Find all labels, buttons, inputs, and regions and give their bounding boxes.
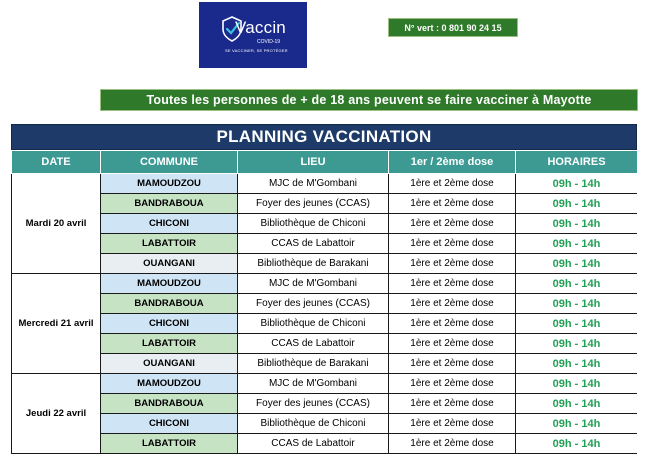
dose-cell: 1ère et 2ème dose <box>389 294 516 314</box>
commune-cell: MAMOUDZOU <box>101 374 238 394</box>
dose-cell: 1ère et 2ème dose <box>389 314 516 334</box>
numero-vert: N° vert : 0 801 90 24 15 <box>388 18 518 37</box>
date-cell: Mardi 20 avril <box>12 174 101 274</box>
dose-cell: 1ère et 2ème dose <box>389 214 516 234</box>
planning-body <box>12 174 638 454</box>
date-cell: Mercredi 21 avril <box>12 274 101 374</box>
commune-cell: CHICONI <box>101 314 238 334</box>
commune-cell: BANDRABOUA <box>101 394 238 414</box>
lieu-cell: MJC de M'Gombani <box>238 374 389 394</box>
table-row <box>12 234 638 254</box>
horaires-cell: 09h - 14h <box>516 414 638 434</box>
dose-cell: 1ère et 2ème dose <box>389 434 516 454</box>
commune-cell: LABATTOIR <box>101 234 238 254</box>
commune-cell: MAMOUDZOU <box>101 274 238 294</box>
table-row <box>12 294 638 314</box>
horaires-cell: 09h - 14h <box>516 174 638 194</box>
commune-cell: BANDRABOUA <box>101 194 238 214</box>
horaires-cell: 09h - 14h <box>516 234 638 254</box>
horaires-cell: 09h - 14h <box>516 374 638 394</box>
lieu-cell: MJC de M'Gombani <box>238 274 389 294</box>
table-row <box>12 414 638 434</box>
horaires-cell: 09h - 14h <box>516 354 638 374</box>
date-cell: Jeudi 22 avril <box>12 374 101 454</box>
logo-sub: COVID-19 <box>257 39 281 45</box>
planning-table <box>11 150 637 454</box>
lieu-cell: MJC de M'Gombani <box>238 174 389 194</box>
header-dose: 1er / 2ème dose <box>389 151 516 174</box>
commune-cell: MAMOUDZOU <box>101 174 238 194</box>
table-row <box>12 254 638 274</box>
header-horaires: HORAIRES <box>516 151 638 174</box>
table-row <box>12 354 638 374</box>
table-row <box>12 314 638 334</box>
planning-table-container <box>11 124 637 470</box>
header-lieu: LIEU <box>238 151 389 174</box>
dose-cell: 1ère et 2ème dose <box>389 174 516 194</box>
horaires-cell: 09h - 14h <box>516 294 638 314</box>
commune-cell: BANDRABOUA <box>101 294 238 314</box>
lieu-cell: Bibliothèque de Chiconi <box>238 414 389 434</box>
table-row <box>12 334 638 354</box>
dose-cell: 1ère et 2ème dose <box>389 254 516 274</box>
dose-cell: 1ère et 2ème dose <box>389 414 516 434</box>
lieu-cell: Bibliothèque de Chiconi <box>238 314 389 334</box>
horaires-cell: 09h - 14h <box>516 214 638 234</box>
dose-cell: 1ère et 2ème dose <box>389 274 516 294</box>
commune-cell: LABATTOIR <box>101 334 238 354</box>
lieu-cell: CCAS de Labattoir <box>238 434 389 454</box>
lieu-cell: CCAS de Labattoir <box>238 234 389 254</box>
horaires-cell: 09h - 14h <box>516 314 638 334</box>
header-date: DATE <box>12 151 101 174</box>
eligibility-banner: Toutes les personnes de + de 18 ans peuvent se faire vacciner à Mayotte <box>100 89 638 111</box>
horaires-cell: 09h - 14h <box>516 434 638 454</box>
table-row <box>12 374 638 394</box>
commune-cell: CHICONI <box>101 414 238 434</box>
planning-title: PLANNING VACCINATION <box>11 124 637 150</box>
horaires-cell: 09h - 14h <box>516 394 638 414</box>
lieu-cell: Bibliothèque de Barakani <box>238 254 389 274</box>
lieu-cell: Foyer des jeunes (CCAS) <box>238 394 389 414</box>
lieu-cell: Bibliothèque de Barakani <box>238 354 389 374</box>
dose-cell: 1ère et 2ème dose <box>389 354 516 374</box>
logo-tagline: SE VACCINER, SE PROTÉGER <box>225 48 288 53</box>
table-row <box>12 434 638 454</box>
dose-cell: 1ère et 2ème dose <box>389 374 516 394</box>
logo-word: Vaccin <box>235 18 286 37</box>
dose-cell: 1ère et 2ème dose <box>389 194 516 214</box>
lieu-cell: CCAS de Labattoir <box>238 334 389 354</box>
lieu-cell: Foyer des jeunes (CCAS) <box>238 194 389 214</box>
table-row <box>12 274 638 294</box>
dose-cell: 1ère et 2ème dose <box>389 234 516 254</box>
commune-cell: OUANGANI <box>101 254 238 274</box>
horaires-cell: 09h - 14h <box>516 194 638 214</box>
table-row <box>12 174 638 194</box>
horaires-cell: 09h - 14h <box>516 274 638 294</box>
commune-cell: CHICONI <box>101 214 238 234</box>
commune-cell: LABATTOIR <box>101 434 238 454</box>
table-row <box>12 394 638 414</box>
header-row <box>12 151 638 174</box>
commune-cell: OUANGANI <box>101 354 238 374</box>
vaccin-logo <box>199 2 307 68</box>
table-row <box>12 194 638 214</box>
horaires-cell: 09h - 14h <box>516 334 638 354</box>
horaires-cell: 09h - 14h <box>516 254 638 274</box>
header-commune: COMMUNE <box>101 151 238 174</box>
lieu-cell: Bibliothèque de Chiconi <box>238 214 389 234</box>
dose-cell: 1ère et 2ème dose <box>389 334 516 354</box>
dose-cell: 1ère et 2ème dose <box>389 394 516 414</box>
lieu-cell: Foyer des jeunes (CCAS) <box>238 294 389 314</box>
table-row <box>12 214 638 234</box>
